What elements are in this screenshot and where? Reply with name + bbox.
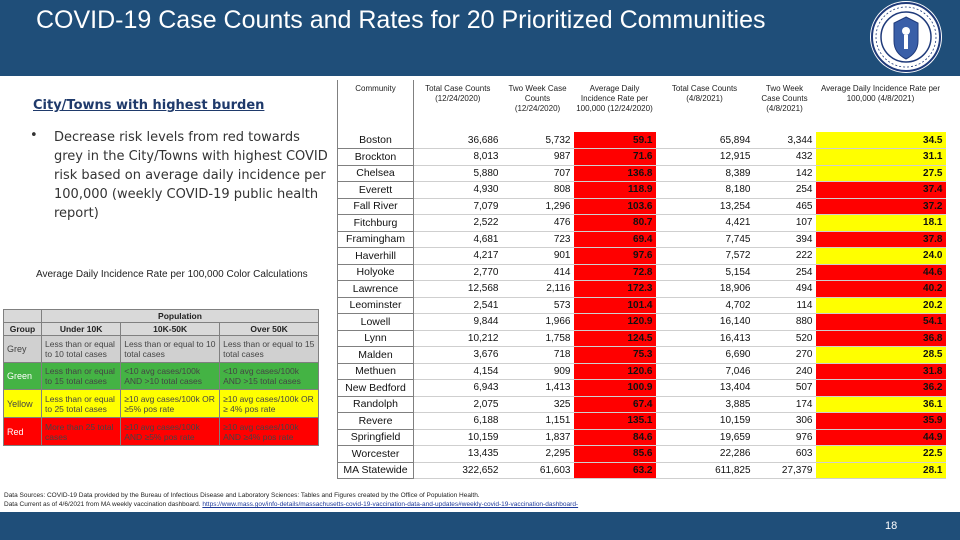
total-cases-dec-cell: 3,676 <box>414 347 502 364</box>
rate-apr-cell: 31.8 <box>816 363 946 380</box>
two-week-cases-dec-cell: 1,296 <box>502 198 574 215</box>
total-cases-apr-cell: 7,572 <box>656 248 754 265</box>
two-week-cases-dec-cell: 1,151 <box>502 413 574 430</box>
community-cell: Springfield <box>338 429 414 446</box>
rate-dec-cell: 120.6 <box>574 363 656 380</box>
table-col-header: Total Case Counts (12/24/2020) <box>425 84 491 103</box>
table-row <box>338 215 946 232</box>
total-cases-dec-cell: 4,217 <box>414 248 502 265</box>
table-row <box>338 149 946 166</box>
table-row <box>338 132 946 149</box>
two-week-cases-dec-cell: 909 <box>502 363 574 380</box>
total-cases-apr-cell: 8,180 <box>656 182 754 199</box>
two-week-cases-dec-cell: 573 <box>502 297 574 314</box>
total-cases-apr-cell: 12,915 <box>656 149 754 166</box>
sources-line <box>4 500 578 509</box>
total-cases-dec-cell: 7,079 <box>414 198 502 215</box>
two-week-cases-apr-cell: 27,379 <box>754 462 816 479</box>
legend-col-header: Over 50K <box>220 323 319 336</box>
rate-apr-cell: 37.2 <box>816 198 946 215</box>
table-row <box>338 462 946 479</box>
two-week-cases-dec-cell: 1,837 <box>502 429 574 446</box>
two-week-cases-dec-cell: 2,295 <box>502 446 574 463</box>
rate-apr-cell: 35.9 <box>816 413 946 430</box>
rate-dec-cell: 59.1 <box>574 132 656 149</box>
legend-cell: Less than or equal to 15 total cases <box>220 336 319 363</box>
two-week-cases-apr-cell: 880 <box>754 314 816 331</box>
table-row <box>338 347 946 364</box>
rate-apr-cell: 27.5 <box>816 165 946 182</box>
table-row <box>338 380 946 397</box>
total-cases-dec-cell: 9,844 <box>414 314 502 331</box>
legend-cell: Less than or equal to 15 total cases <box>42 363 121 390</box>
community-cell: Lawrence <box>338 281 414 298</box>
legend-row-yellow <box>4 390 319 418</box>
legend-col-header: Under 10K <box>42 323 121 336</box>
total-cases-apr-cell: 3,885 <box>656 396 754 413</box>
rate-dec-cell: 75.3 <box>574 347 656 364</box>
table-row <box>338 429 946 446</box>
rate-dec-cell: 67.4 <box>574 396 656 413</box>
rate-apr-cell: 44.9 <box>816 429 946 446</box>
rate-dec-cell: 97.6 <box>574 248 656 265</box>
two-week-cases-apr-cell: 107 <box>754 215 816 232</box>
total-cases-apr-cell: 8,389 <box>656 165 754 182</box>
total-cases-dec-cell: 4,154 <box>414 363 502 380</box>
legend-cell: <10 avg cases/100k AND >10 total cases <box>121 363 220 390</box>
table-row <box>338 413 946 430</box>
total-cases-dec-cell: 2,075 <box>414 396 502 413</box>
total-cases-dec-cell: 322,652 <box>414 462 502 479</box>
legend-col-header: 10K-50K <box>121 323 220 336</box>
rate-apr-cell: 22.5 <box>816 446 946 463</box>
two-week-cases-apr-cell: 976 <box>754 429 816 446</box>
legend-cell: More than 25 total cases <box>42 418 121 446</box>
table-row <box>338 281 946 298</box>
two-week-cases-apr-cell: 254 <box>754 182 816 199</box>
two-week-cases-apr-cell: 520 <box>754 330 816 347</box>
two-week-cases-dec-cell: 808 <box>502 182 574 199</box>
total-cases-dec-cell: 12,568 <box>414 281 502 298</box>
total-cases-dec-cell: 4,930 <box>414 182 502 199</box>
two-week-cases-apr-cell: 222 <box>754 248 816 265</box>
community-cell: Everett <box>338 182 414 199</box>
total-cases-dec-cell: 4,681 <box>414 231 502 248</box>
total-cases-apr-cell: 611,825 <box>656 462 754 479</box>
two-week-cases-dec-cell: 718 <box>502 347 574 364</box>
two-week-cases-apr-cell: 240 <box>754 363 816 380</box>
two-week-cases-apr-cell: 3,344 <box>754 132 816 149</box>
community-cell: Malden <box>338 347 414 364</box>
total-cases-dec-cell: 10,159 <box>414 429 502 446</box>
two-week-cases-dec-cell: 987 <box>502 149 574 166</box>
total-cases-dec-cell: 10,212 <box>414 330 502 347</box>
legend-cell: Less than or equal to 25 total cases <box>42 390 121 418</box>
total-cases-dec-cell: 5,880 <box>414 165 502 182</box>
total-cases-dec-cell: 6,188 <box>414 413 502 430</box>
rate-apr-cell: 40.2 <box>816 281 946 298</box>
two-week-cases-apr-cell: 306 <box>754 413 816 430</box>
total-cases-dec-cell: 13,435 <box>414 446 502 463</box>
legend-col-header: Group <box>4 323 42 336</box>
table-row <box>338 248 946 265</box>
rate-dec-cell: 135.1 <box>574 413 656 430</box>
total-cases-dec-cell: 36,686 <box>414 132 502 149</box>
total-cases-apr-cell: 5,154 <box>656 264 754 281</box>
legend-row-grey <box>4 336 319 363</box>
total-cases-dec-cell: 2,541 <box>414 297 502 314</box>
two-week-cases-dec-cell: 1,758 <box>502 330 574 347</box>
table-col-header: Two Week Case Counts (12/24/2020) <box>508 84 567 113</box>
footer-bar <box>0 512 960 540</box>
two-week-cases-apr-cell: 394 <box>754 231 816 248</box>
bullet-icon: • <box>30 128 38 143</box>
total-cases-dec-cell: 2,522 <box>414 215 502 232</box>
legend-group-label: Grey <box>4 336 42 363</box>
dashboard-link[interactable]: https://www.mass.gov/info-details/massachusetts-covid-19-vaccination-data-and-updates#weekly-covid-19-vaccination-dashboard- <box>202 501 579 508</box>
community-cell: Framingham <box>338 231 414 248</box>
rate-apr-cell: 18.1 <box>816 215 946 232</box>
rate-dec-cell: 69.4 <box>574 231 656 248</box>
total-cases-apr-cell: 13,254 <box>656 198 754 215</box>
legend-row-green <box>4 363 319 390</box>
table-col-header: Community <box>338 80 414 132</box>
rate-apr-cell: 28.5 <box>816 347 946 364</box>
community-cell: Leominster <box>338 297 414 314</box>
total-cases-dec-cell: 8,013 <box>414 149 502 166</box>
rate-dec-cell: 85.6 <box>574 446 656 463</box>
table-col-header: Average Daily Incidence Rate per 100,000 (12/24/2020) <box>576 84 653 113</box>
two-week-cases-apr-cell: 114 <box>754 297 816 314</box>
table-col-header: Total Case Counts (4/8/2021) <box>671 84 738 103</box>
table-row <box>338 314 946 331</box>
two-week-cases-dec-cell: 5,732 <box>502 132 574 149</box>
community-data-table <box>337 80 946 479</box>
two-week-cases-dec-cell: 723 <box>502 231 574 248</box>
community-cell: Randolph <box>338 396 414 413</box>
total-cases-apr-cell: 7,046 <box>656 363 754 380</box>
rate-dec-cell: 101.4 <box>574 297 656 314</box>
total-cases-apr-cell: 22,286 <box>656 446 754 463</box>
community-cell: Boston <box>338 132 414 149</box>
table-col-header: Average Daily Incidence Rate per 100,000 (4/8/2021) <box>820 84 941 103</box>
rate-dec-cell: 136.8 <box>574 165 656 182</box>
rate-dec-cell: 118.9 <box>574 182 656 199</box>
table-row <box>338 198 946 215</box>
total-cases-apr-cell: 18,906 <box>656 281 754 298</box>
total-cases-dec-cell: 2,770 <box>414 264 502 281</box>
legend-cell: <10 avg cases/100k AND >15 total cases <box>220 363 319 390</box>
legend-cell: Less than or equal to 10 total cases <box>42 336 121 363</box>
two-week-cases-apr-cell: 270 <box>754 347 816 364</box>
rate-dec-cell: 63.2 <box>574 462 656 479</box>
legend-cell: ≥10 avg cases/100k OR ≥ 4% pos rate <box>220 390 319 418</box>
total-cases-apr-cell: 4,702 <box>656 297 754 314</box>
two-week-cases-dec-cell: 414 <box>502 264 574 281</box>
rate-apr-cell: 36.2 <box>816 380 946 397</box>
legend-group-label: Yellow <box>4 390 42 418</box>
total-cases-dec-cell: 6,943 <box>414 380 502 397</box>
two-week-cases-dec-cell: 476 <box>502 215 574 232</box>
community-cell: Chelsea <box>338 165 414 182</box>
two-week-cases-dec-cell: 1,966 <box>502 314 574 331</box>
table-col-header: Two Week Case Counts (4/8/2021) <box>761 84 808 113</box>
rate-dec-cell: 72.8 <box>574 264 656 281</box>
total-cases-apr-cell: 10,159 <box>656 413 754 430</box>
legend-corner <box>4 310 42 323</box>
table-row <box>338 396 946 413</box>
sources-prefix: Data Current as of 4/6/2021 from MA weekly vaccination dashboard. <box>4 501 203 508</box>
legend-population-header: Population <box>42 310 319 323</box>
legend-row-red <box>4 418 319 446</box>
community-cell: Fitchburg <box>338 215 414 232</box>
sources-line: Data Sources: COVID-19 Data provided by the Bureau of Infectious Disease and Laboratory Sciences: Tables and Figures created by the Office of Population Health. <box>4 492 480 499</box>
rate-apr-cell: 54.1 <box>816 314 946 331</box>
community-cell: Haverhill <box>338 248 414 265</box>
total-cases-apr-cell: 65,894 <box>656 132 754 149</box>
rate-dec-cell: 103.6 <box>574 198 656 215</box>
two-week-cases-apr-cell: 142 <box>754 165 816 182</box>
community-cell: Worcester <box>338 446 414 463</box>
rate-apr-cell: 36.8 <box>816 330 946 347</box>
table-body <box>338 132 946 479</box>
two-week-cases-apr-cell: 432 <box>754 149 816 166</box>
community-cell: Methuen <box>338 363 414 380</box>
total-cases-apr-cell: 6,690 <box>656 347 754 364</box>
two-week-cases-apr-cell: 174 <box>754 396 816 413</box>
rate-dec-cell: 124.5 <box>574 330 656 347</box>
legend-group-label: Green <box>4 363 42 390</box>
community-cell: Holyoke <box>338 264 414 281</box>
state-seal-logo <box>870 1 942 73</box>
data-sources-note <box>4 491 578 509</box>
legend-cell: ≥10 avg cases/100k OR ≥5% pos rate <box>121 390 220 418</box>
total-cases-apr-cell: 7,745 <box>656 231 754 248</box>
community-cell: Lynn <box>338 330 414 347</box>
page-title: COVID-19 Case Counts and Rates for 20 Prioritized Communities <box>36 6 766 34</box>
two-week-cases-dec-cell: 901 <box>502 248 574 265</box>
section-heading: City/Towns with highest burden <box>33 98 265 113</box>
table-row <box>338 231 946 248</box>
rate-dec-cell: 120.9 <box>574 314 656 331</box>
rate-dec-cell: 80.7 <box>574 215 656 232</box>
total-cases-apr-cell: 16,413 <box>656 330 754 347</box>
legend-group-label: Red <box>4 418 42 446</box>
bullet-text: Decrease risk levels from red towards grey in the City/Towns with highest COVID risk based on average daily incidence per 100,000 (weekly COVID-19 public health report) <box>54 130 328 221</box>
rate-apr-cell: 37.8 <box>816 231 946 248</box>
two-week-cases-dec-cell: 707 <box>502 165 574 182</box>
total-cases-apr-cell: 13,404 <box>656 380 754 397</box>
rate-apr-cell: 34.5 <box>816 132 946 149</box>
table-row <box>338 297 946 314</box>
two-week-cases-apr-cell: 603 <box>754 446 816 463</box>
table-row <box>338 330 946 347</box>
total-cases-apr-cell: 16,140 <box>656 314 754 331</box>
color-legend-table <box>3 309 319 446</box>
rate-dec-cell: 84.6 <box>574 429 656 446</box>
table-row <box>338 446 946 463</box>
community-cell: New Bedford <box>338 380 414 397</box>
legend-cell: ≥10 avg cases/100k AND ≥4% pos rate <box>220 418 319 446</box>
rate-apr-cell: 31.1 <box>816 149 946 166</box>
community-cell: MA Statewide <box>338 462 414 479</box>
two-week-cases-dec-cell: 325 <box>502 396 574 413</box>
legend-cell: ≥10 avg cases/100k AND ≥5% pos rate <box>121 418 220 446</box>
two-week-cases-dec-cell: 1,413 <box>502 380 574 397</box>
community-cell: Revere <box>338 413 414 430</box>
community-cell: Fall River <box>338 198 414 215</box>
total-cases-apr-cell: 19,659 <box>656 429 754 446</box>
two-week-cases-dec-cell: 2,116 <box>502 281 574 298</box>
table-row <box>338 182 946 199</box>
two-week-cases-apr-cell: 507 <box>754 380 816 397</box>
table-row <box>338 165 946 182</box>
table-row <box>338 264 946 281</box>
two-week-cases-apr-cell: 494 <box>754 281 816 298</box>
two-week-cases-apr-cell: 465 <box>754 198 816 215</box>
table-row <box>338 363 946 380</box>
rate-dec-cell: 172.3 <box>574 281 656 298</box>
rate-apr-cell: 20.2 <box>816 297 946 314</box>
page-number: 18 <box>885 520 898 532</box>
community-cell: Brockton <box>338 149 414 166</box>
color-calc-title: Average Daily Incidence Rate per 100,000 Color Calculations <box>36 269 308 280</box>
rate-apr-cell: 44.6 <box>816 264 946 281</box>
two-week-cases-dec-cell: 61,603 <box>502 462 574 479</box>
two-week-cases-apr-cell: 254 <box>754 264 816 281</box>
community-cell: Lowell <box>338 314 414 331</box>
bullet-point <box>30 128 330 223</box>
rate-dec-cell: 100.9 <box>574 380 656 397</box>
rate-apr-cell: 36.1 <box>816 396 946 413</box>
legend-cell: Less than or equal to 10 total cases <box>121 336 220 363</box>
total-cases-apr-cell: 4,421 <box>656 215 754 232</box>
rate-apr-cell: 28.1 <box>816 462 946 479</box>
rate-dec-cell: 71.6 <box>574 149 656 166</box>
rate-apr-cell: 24.0 <box>816 248 946 265</box>
rate-apr-cell: 37.4 <box>816 182 946 199</box>
